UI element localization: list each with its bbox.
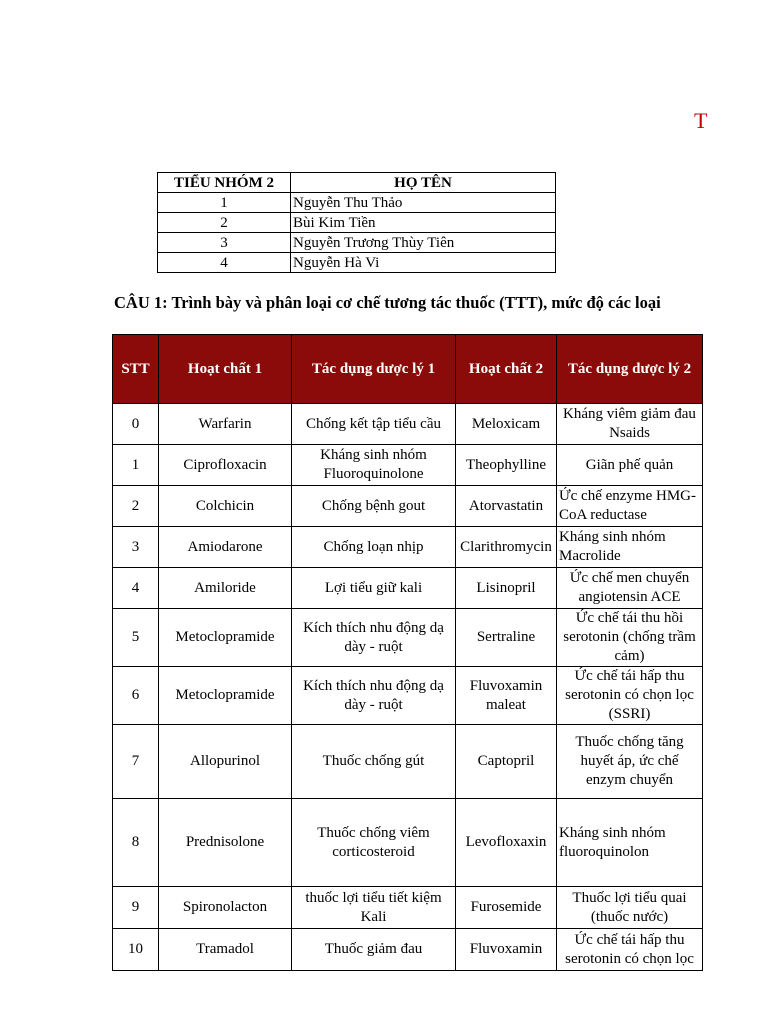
page-mark: T	[694, 108, 708, 133]
header-effect-1: Tác dụng dược lý 1	[292, 335, 456, 404]
effect-1-cell: Thuốc chống viêm corticosteroid	[292, 799, 456, 887]
effect-2-cell: Kháng sinh nhóm fluoroquinolon	[557, 799, 703, 887]
table-row	[113, 609, 703, 667]
group-table-row	[158, 233, 556, 253]
drug-1-cell: Allopurinol	[159, 725, 292, 799]
drug-2-cell: Atorvastatin	[456, 486, 557, 527]
drug-1-cell: Metoclopramide	[159, 609, 292, 667]
effect-1-cell: Kích thích nhu động dạ dày - ruột	[292, 609, 456, 667]
drug-1-cell: Tramadol	[159, 929, 292, 971]
group-number-cell: 3	[158, 233, 291, 253]
effect-2-cell: Ức chế men chuyển angiotensin ACE	[557, 568, 703, 609]
drug-1-cell: Spironolacton	[159, 887, 292, 929]
drug-2-cell: Fluvoxamin maleat	[456, 667, 557, 725]
member-name-cell: Nguyễn Hà Vi	[291, 253, 556, 273]
effect-1-cell: Chống kết tập tiểu cầu	[292, 404, 456, 445]
drug-2-cell: Meloxicam	[456, 404, 557, 445]
table-row	[113, 799, 703, 887]
drug-1-cell: Amiloride	[159, 568, 292, 609]
drug-1-cell: Warfarin	[159, 404, 292, 445]
group-table-row	[158, 253, 556, 273]
effect-1-cell: Kích thích nhu động dạ dày - ruột	[292, 667, 456, 725]
effect-2-cell: Thuốc chống tăng huyết áp, ức chế enzym chuyển	[557, 725, 703, 799]
member-name-cell: Nguyễn Thu Thảo	[291, 193, 556, 213]
stt-cell: 4	[113, 568, 159, 609]
group-number-cell: 2	[158, 213, 291, 233]
table-row	[113, 486, 703, 527]
effect-1-cell: Kháng sinh nhóm Fluoroquinolone	[292, 445, 456, 486]
table-row	[113, 527, 703, 568]
effect-1-cell: Chống bệnh gout	[292, 486, 456, 527]
stt-cell: 0	[113, 404, 159, 445]
effect-2-cell: Ức chế tái hấp thu serotonin có chọn lọc (SSRI)	[557, 667, 703, 725]
effect-1-cell: Lợi tiểu giữ kali	[292, 568, 456, 609]
drug-2-cell: Sertraline	[456, 609, 557, 667]
stt-cell: 3	[113, 527, 159, 568]
header-stt: STT	[113, 335, 159, 404]
stt-cell: 1	[113, 445, 159, 486]
effect-2-cell: Kháng viêm giảm đau Nsaids	[557, 404, 703, 445]
group-table-row	[158, 213, 556, 233]
header-drug-2: Hoạt chất 2	[456, 335, 557, 404]
stt-cell: 9	[113, 887, 159, 929]
drug-2-cell: Fluvoxamin	[456, 929, 557, 971]
header-drug-1: Hoạt chất 1	[159, 335, 292, 404]
stt-cell: 6	[113, 667, 159, 725]
drug-1-cell: Prednisolone	[159, 799, 292, 887]
effect-2-cell: Ức chế tái hấp thu serotonin có chọn lọc	[557, 929, 703, 971]
effect-2-cell: Ức chế enzyme HMG-CoA reductase	[557, 486, 703, 527]
table-row	[113, 725, 703, 799]
member-name-cell: Nguyễn Trương Thùy Tiên	[291, 233, 556, 253]
table-row	[113, 404, 703, 445]
drug-1-cell: Ciprofloxacin	[159, 445, 292, 486]
table-row	[113, 887, 703, 929]
effect-2-cell: Thuốc lợi tiểu quai (thuốc nước)	[557, 887, 703, 929]
question-heading: CÂU 1: Trình bày và phân loại cơ chế tương tác thuốc (TTT), mức độ các loại	[114, 293, 661, 312]
drug-interaction-table-container	[112, 334, 702, 967]
drug-2-cell: Captopril	[456, 725, 557, 799]
group-table-row	[158, 193, 556, 213]
effect-1-cell: Thuốc chống gút	[292, 725, 456, 799]
effect-1-cell: Thuốc giảm đau	[292, 929, 456, 971]
drug-2-cell: Clarithromycin	[456, 527, 557, 568]
effect-1-cell: thuốc lợi tiểu tiết kiệm Kali	[292, 887, 456, 929]
table-row	[113, 445, 703, 486]
group-table-header-row	[158, 173, 556, 193]
drug-2-cell: Levofloxaxin	[456, 799, 557, 887]
table-row	[113, 568, 703, 609]
stt-cell: 10	[113, 929, 159, 971]
member-name-cell: Bùi Kim Tiền	[291, 213, 556, 233]
drug-2-cell: Lisinopril	[456, 568, 557, 609]
effect-1-cell: Chống loạn nhịp	[292, 527, 456, 568]
drug-1-cell: Metoclopramide	[159, 667, 292, 725]
stt-cell: 5	[113, 609, 159, 667]
drug-2-cell: Theophylline	[456, 445, 557, 486]
drug-1-cell: Colchicin	[159, 486, 292, 527]
table-row	[113, 929, 703, 971]
drug-interaction-table	[112, 334, 703, 971]
group-table-header: HỌ TÊN	[291, 173, 556, 193]
effect-2-cell: Kháng sinh nhóm Macrolide	[557, 527, 703, 568]
stt-cell: 8	[113, 799, 159, 887]
header-effect-2: Tác dụng dược lý 2	[557, 335, 703, 404]
effect-2-cell: Giãn phế quản	[557, 445, 703, 486]
drug-1-cell: Amiodarone	[159, 527, 292, 568]
effect-2-cell: Ức chế tái thu hồi serotonin (chống trầm cảm)	[557, 609, 703, 667]
stt-cell: 2	[113, 486, 159, 527]
group-number-cell: 1	[158, 193, 291, 213]
group-number-cell: 4	[158, 253, 291, 273]
drug-2-cell: Furosemide	[456, 887, 557, 929]
group-table-header: TIỂU NHÓM 2	[158, 173, 291, 193]
table-row	[113, 667, 703, 725]
group-members-table	[157, 172, 556, 273]
stt-cell: 7	[113, 725, 159, 799]
main-table-header-row	[113, 335, 703, 404]
